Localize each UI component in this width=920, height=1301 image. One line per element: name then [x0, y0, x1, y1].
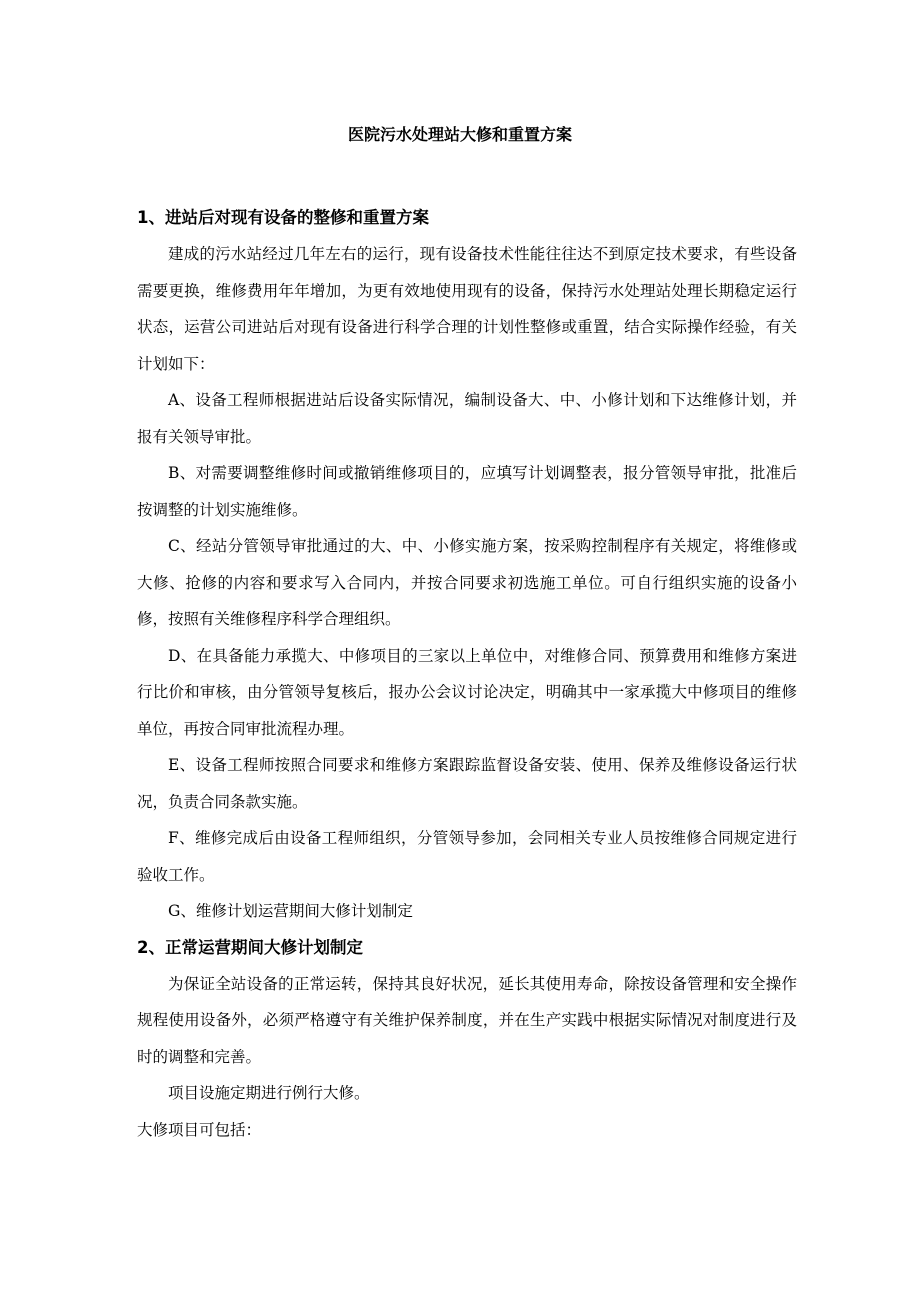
item-c: C、经站分管领导审批通过的大、中、小修实施方案，按采购控制程序有关规定，将维修或大修、抢修的内容和要求写入合同内，并按合同要求初选施工单位。可自行组织实施的设备小修，按照有关维修程序科学合理组织。	[137, 537, 797, 628]
section-1-heading: 1、进站后对现有设备的整修和重置方案	[137, 208, 429, 227]
item-f: F、维修完成后由设备工程师组织，分管领导参加，会同相关专业人员按维修合同规定进行验收工作。	[137, 829, 797, 884]
item-g: G、维修计划运营期间大修计划制定	[168, 902, 413, 920]
section-2-line-3: 大修项目可包括：	[137, 1120, 262, 1139]
section-1-intro: 建成的污水站经过几年左右的运行，现有设备技术性能往往达不到原定技术要求，有些设备需要更换，维修费用年年增加，为更有效地使用现有的设备，保持污水处理站处理长期稳定运行状态，运营公司进站后对现有设备进行科学合理的计划性整修或重置，结合实际操作经验，有关计划如下：	[137, 245, 797, 373]
section-2-heading: 2、正常运营期间大修计划制定	[137, 937, 363, 957]
item-d: D、在具备能力承揽大、中修项目的三家以上单位中，对维修合同、预算费用和维修方案进行比价和审核，由分管领导复核后，报办公会议讨论决定，明确其中一家承揽大中修项目的维修单位，再按合同审批流程办理。	[137, 646, 797, 738]
item-a: A、设备工程师根据进站后设备实际情况，编制设备大、中、小修计划和下达维修计划，并报有关领导审批。	[137, 391, 797, 446]
item-b: B、对需要调整维修时间或撤销维修项目的，应填写计划调整表，报分管领导审批，批准后按调整的计划实施维修。	[137, 464, 797, 519]
section-2-intro: 为保证全站设备的正常运转，保持其良好状况，延长其使用寿命，除按设备管理和安全操作规程使用设备外，必须严格遵守有关维护保养制度，并在生产实践中根据实际情况对制度进行及时的调整和完善。	[137, 974, 797, 1066]
section-2-line-2: 项目设施定期进行例行大修。	[168, 1084, 370, 1102]
page-title: 医院污水处理站大修和重置方案	[347, 125, 572, 144]
item-e: E、设备工程师按照合同要求和维修方案跟踪监督设备安装、使用、保养及维修设备运行状况，负责合同条款实施。	[137, 756, 797, 811]
document-body	[137, 200, 797, 1148]
